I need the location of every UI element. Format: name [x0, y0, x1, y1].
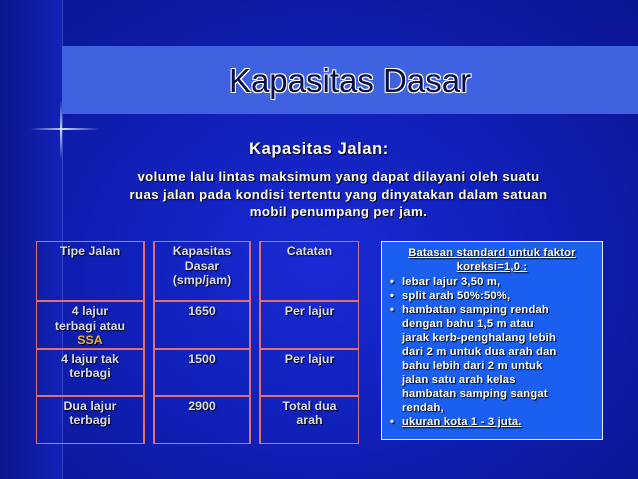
column-gap — [250, 349, 260, 396]
column-gap — [144, 241, 154, 301]
cell-tipe — [36, 396, 144, 444]
cell-text: Per lajur — [284, 304, 335, 318]
note-line: jalan satu arah kelas — [402, 374, 516, 386]
header-tipe-jalan — [36, 241, 144, 301]
bullet-icon: • — [390, 276, 395, 288]
header-text: (smp/jam) — [172, 273, 232, 287]
definition-line: ruas jalan pada kondisi tertentu yang dinyatakan dalam satuan — [129, 186, 548, 202]
cell-catatan — [260, 396, 359, 444]
column-gap — [144, 396, 154, 444]
note-line: ukuran kota 1 - 3 juta. — [402, 416, 522, 428]
cell-tipe — [36, 349, 144, 396]
header-catatan — [260, 241, 359, 301]
note-list — [388, 275, 596, 429]
note-line: lebar lajur 3,50 m, — [402, 276, 501, 288]
header-text: Kapasitas — [172, 244, 232, 258]
sparkle-horizontal — [30, 128, 100, 130]
note-line: rendah, — [402, 402, 444, 414]
table-row — [36, 301, 359, 349]
note-line: bahu lebih dari 2 m untuk — [402, 360, 543, 372]
note-item — [388, 415, 596, 429]
note-title-line: koreksi=1,0 : — [456, 261, 528, 273]
note-title — [388, 246, 596, 274]
cell-text: 4 lajur tak — [61, 351, 119, 366]
note-item — [388, 303, 596, 415]
cell-text: SSA — [77, 333, 103, 347]
bullet-icon: • — [390, 416, 395, 428]
column-gap — [250, 301, 260, 349]
note-line: dengan bahu 1,5 m atau — [402, 318, 534, 330]
cell-text: Total dua — [282, 398, 337, 413]
note-line: hambatan samping rendah — [402, 304, 549, 316]
cell-text: Dua lajur — [63, 398, 117, 413]
cell-text: 4 lajur — [71, 304, 109, 318]
table-header-row — [36, 241, 359, 301]
bullet-icon: • — [390, 290, 395, 302]
slide-subtitle: Kapasitas Jalan: — [249, 140, 389, 158]
definition-text — [66, 168, 611, 221]
note-line: hambatan samping sangat — [402, 388, 548, 400]
column-gap — [250, 396, 260, 444]
correction-factor-note — [381, 241, 603, 440]
cell-catatan — [260, 301, 359, 349]
cell-kapasitas: 1650 — [154, 301, 250, 349]
cell-text: terbagi — [69, 366, 111, 380]
slide-title: Kapasitas Dasar — [228, 62, 472, 99]
cell-kapasitas: 1500 — [154, 349, 250, 396]
cell-text: terbagi atau — [54, 318, 126, 333]
column-gap — [144, 349, 154, 396]
cell-text: Per lajur — [284, 351, 335, 366]
bullet-icon: • — [390, 304, 395, 316]
header-text: Tipe Jalan — [59, 244, 121, 258]
cell-text: arah — [296, 413, 323, 427]
definition-line: mobil penumpang per jam. — [249, 204, 428, 219]
note-title-line: Batasan standard untuk faktor — [408, 247, 576, 259]
cell-catatan — [260, 349, 359, 396]
table-row — [36, 396, 359, 444]
note-line: dari 2 m untuk dua arah dan — [402, 346, 557, 358]
note-line: jarak kerb-penghalang lebih — [402, 332, 556, 344]
cell-tipe — [36, 301, 144, 349]
column-gap — [250, 241, 260, 301]
column-gap — [144, 301, 154, 349]
header-kapasitas — [154, 241, 250, 301]
cell-text: terbagi — [69, 413, 111, 427]
note-line: split arah 50%:50%, — [402, 290, 511, 302]
header-text: Dasar — [184, 258, 220, 273]
header-text: Catatan — [286, 244, 333, 258]
definition-line: volume lalu lintas maksimum yang dapat dilayani oleh suatu — [137, 169, 540, 184]
table-row — [36, 349, 359, 396]
note-item — [388, 275, 596, 289]
capacity-table — [36, 241, 359, 440]
cell-kapasitas: 2900 — [154, 396, 250, 444]
note-item — [388, 289, 596, 303]
